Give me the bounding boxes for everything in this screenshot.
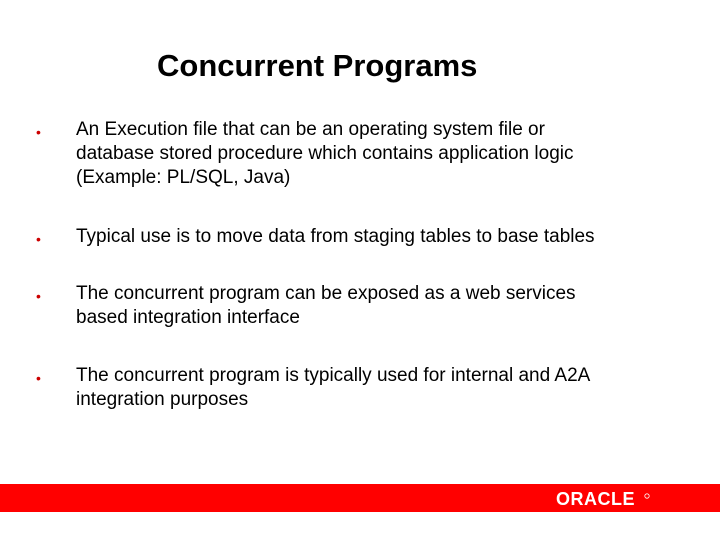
bullet-dot-icon: • [36,288,41,304]
bullet-item [36,118,676,190]
bullet-text: Typical use is to move data from staging tables to base tables [76,226,595,247]
oracle-logo-text: ORACLE [556,489,635,509]
bullet-dot-icon: • [36,370,41,386]
slide-title: Concurrent Programs [157,48,478,83]
bullet-item [36,282,676,330]
oracle-logo [556,489,651,509]
bullet-text: An Execution file that can be an operating system file or database stored procedure which contains application logic (Example: PL/SQL, Java) [76,119,574,188]
bullet-dot-icon: • [36,231,41,247]
registered-mark-icon [645,494,649,498]
bullet-dot-icon: • [36,124,41,140]
bullet-text: The concurrent program is typically used for internal and A2A integration purposes [76,365,591,410]
bullet-item [36,225,676,249]
oracle-logo-icon [556,489,651,509]
bullet-text: The concurrent program can be exposed as a web services based integration interface [76,283,576,328]
bullet-item [36,364,676,412]
